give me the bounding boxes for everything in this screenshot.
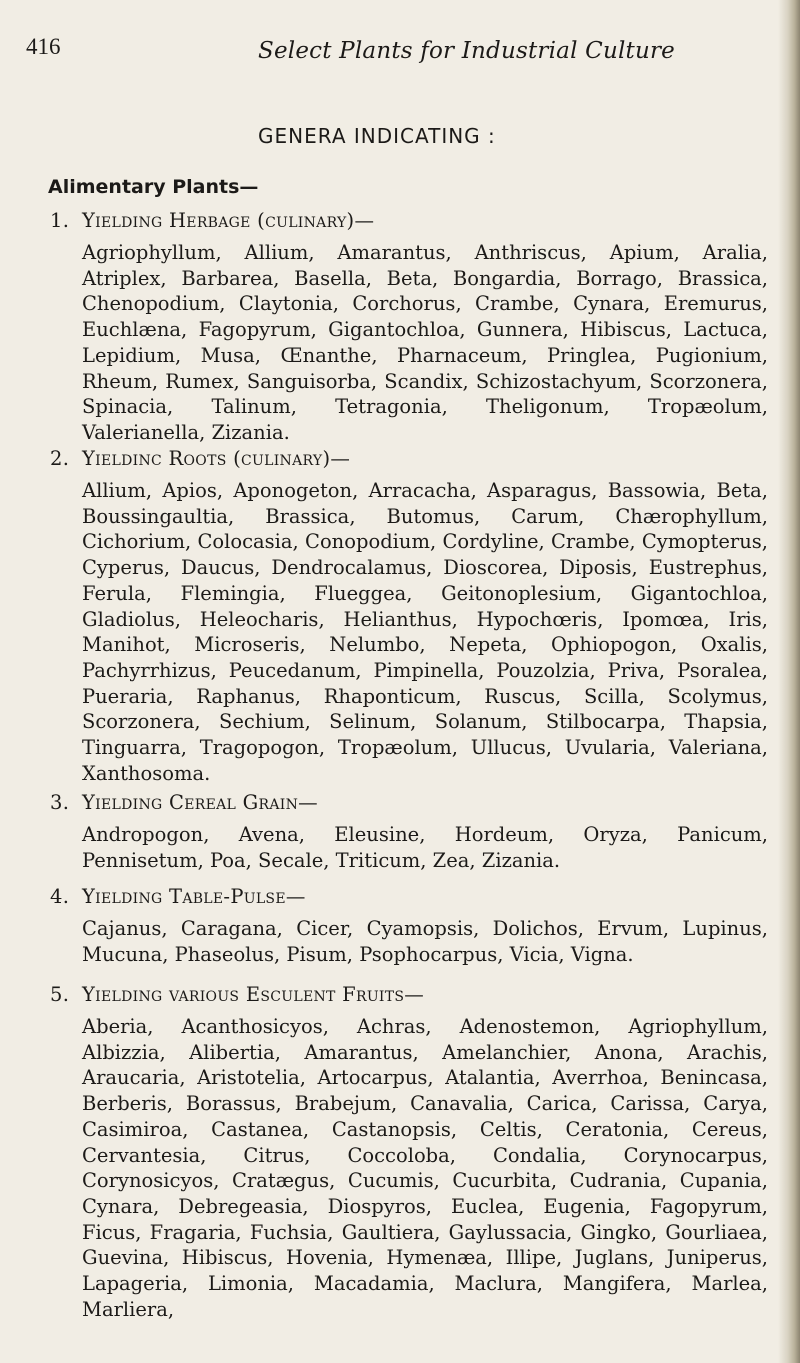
genera-list: Andropogon, Avena, Eleusine, Hordeum, Oryza, Panicum, Pennisetum, Poa, Secale, Triticum, Zea, Zizania.: [82, 823, 768, 872]
section-heading: GENERA INDICATING :: [258, 124, 496, 148]
section-title-text: Yielding Table-Pulse—: [82, 885, 306, 908]
section-title-text: Yieldinc Roots (culinary)—: [82, 447, 351, 470]
section-title-text: Yielding Herbage (culinary)—: [82, 209, 375, 232]
section-number: 2.: [50, 447, 70, 470]
section-title: [50, 208, 768, 234]
page-number: 416: [26, 34, 61, 59]
genera-list: Cajanus, Caragana, Cicer, Cyamopsis, Dolichos, Ervum, Lupinus, Mucuna, Phaseolus, Pisum, Psophocarpus, Vicia, Vigna.: [82, 917, 768, 966]
subject-heading: Alimentary Plants—: [48, 176, 259, 198]
genera-list: Allium, Apios, Aponogeton, Arracacha, Asparagus, Bassowia, Beta, Boussingaultia, Brassica, Butomus, Carum, Chærophyllum, Cichorium, Colocasia, Conopodium, Cordyline, Crambe, Cymopterus, Cyperus, Daucus, Dendrocalamus, Dioscorea, Diposis, Eustrephus, Ferula, Flemingia, Flueggea, Geitonoplesium, Gigantochloa, Gladiolus, Heleocharis, Helianthus, Hypochœris, Ipomœa, Iris, Manihot, Microseris, Nelumbo, Nepeta, Ophiopogon, Oxalis, Pachyrrhizus, Peucedanum, Pimpinella, Pouzolzia, Priva, Psoralea, Pueraria, Raphanus, Rhaponticum, Ruscus, Scilla, Scolymus, Scorzonera, Sechium, Selinum, Solanum, Stilbocarpa, Thapsia, Tinguarra, Tragopogon, Tropæolum, Ullucus, Uvularia, Valeriana, Xanthosoma.: [82, 479, 768, 785]
section-title-text: Yielding various Esculent Fruits—: [82, 983, 425, 1006]
genera-list: Aberia, Acanthosicyos, Achras, Adenostemon, Agriophyllum, Albizzia, Alibertia, Amarantus, Amelanchier, Anona, Arachis, Araucaria, Aristotelia, Artocarpus, Atalantia, Averrhoa, Benincasa, Berberis, Borassus, Brabejum, Canavalia, Carica, Carissa, Carya, Casimiroa, Castanea, Castanopsis, Celtis, Ceratonia, Cereus, Cervantesia, Citrus, Coccoloba, Condalia, Corynocarpus, Corynosicyos, Cratægus, Cucumis, Cucurbita, Cudrania, Cupania, Cynara, Debregeasia, Diospyros, Euclea, Eugenia, Fagopyrum, Ficus, Fragaria, Fuchsia, Gaultiera, Gaylussacia, Gingko, Gourliaea, Guevina, Hibiscus, Hovenia, Hymenæa, Illipe, Juglans, Juniperus, Lapageria, Limonia, Macadamia, Maclura, Mangifera, Marlea, Marliera,: [82, 1015, 768, 1321]
section-roots: [50, 446, 768, 786]
section-number: 1.: [50, 209, 70, 232]
section-number: 3.: [50, 791, 70, 814]
running-head: Select Plants for Industrial Culture: [258, 38, 675, 64]
genera-list: Agriophyllum, Allium, Amarantus, Anthriscus, Apium, Aralia, Atriplex, Barbarea, Basella, Beta, Bongardia, Borrago, Brassica, Chenopodium, Claytonia, Corchorus, Crambe, Cynara, Eremurus, Euchlæna, Fagopyrum, Gigantochloa, Gunnera, Hibiscus, Lactuca, Lepidium, Musa, Œnanthe, Pharnaceum, Pringlea, Pugionium, Rheum, Rumex, Sanguisorba, Scandix, Schizostachyum, Scorzonera, Spinacia, Talinum, Tetragonia, Theligonum, Tropæolum, Valerianella, Zizania.: [82, 241, 768, 444]
section-number: 4.: [50, 885, 70, 908]
section-title: [50, 446, 768, 472]
section-table-pulse: [50, 884, 768, 967]
section-title-text: Yielding Cereal Grain—: [82, 791, 318, 814]
section-title: [50, 982, 768, 1008]
section-esculent-fruits: [50, 982, 768, 1322]
section-title: [50, 790, 768, 816]
section-cereal-grain: [50, 790, 768, 873]
section-herbage: [50, 208, 768, 446]
page-edge-shadow: [778, 0, 800, 1363]
section-title: [50, 884, 768, 910]
section-number: 5.: [50, 983, 70, 1006]
